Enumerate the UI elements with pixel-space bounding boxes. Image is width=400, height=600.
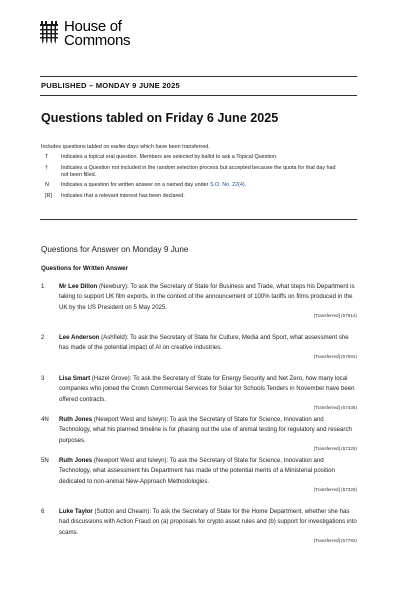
question-constituency: (Newport West and Islwyn): bbox=[92, 416, 169, 423]
standing-order-link[interactable]: S.O. No. 22(4) bbox=[209, 182, 245, 189]
question-member: Mr Lee Dillon bbox=[59, 283, 98, 290]
portcullis-icon bbox=[40, 21, 58, 45]
question-text: To ask the Secretary of State for Science, Innovation and Technology, what assessment his Department has made of the potential merits of a Ministerial position dedicated to non-animal New-Approach Methodologies. bbox=[59, 457, 335, 485]
question-constituency: (Sutton and Cheam): bbox=[92, 508, 152, 515]
question-item bbox=[41, 333, 357, 361]
question-member: Ruth Jones bbox=[59, 457, 93, 464]
legend-symbol: † bbox=[45, 164, 48, 171]
question-number: 4N bbox=[41, 416, 49, 423]
question-reference: [Transferred] (57326) bbox=[313, 486, 357, 492]
legend-text-after: . bbox=[244, 182, 247, 189]
question-number: 5N bbox=[41, 457, 49, 464]
question-body bbox=[59, 456, 357, 494]
legend-text-before: Indicates a question for written answer on a named day under bbox=[61, 182, 210, 189]
question-reference: [Transferred] (57691) bbox=[313, 353, 357, 359]
legend-intro: Includes questions tabled on earlier days which have been transferred. bbox=[41, 144, 210, 150]
question-body bbox=[59, 507, 357, 545]
section-divider bbox=[40, 219, 357, 220]
question-item bbox=[41, 415, 357, 453]
legend-item-quota bbox=[41, 165, 341, 179]
section-title: Questions for Answer on Monday 9 June bbox=[41, 245, 189, 254]
legend-text: Indicates a Question not included in the random selection process but accepted because the quota for that day had not been filled. bbox=[61, 164, 336, 178]
question-member: Lee Anderson bbox=[59, 334, 100, 341]
question-constituency: (Newport West and Islwyn): bbox=[92, 457, 169, 464]
question-reference: [Transferred] (57435) bbox=[313, 404, 357, 410]
question-number: 3 bbox=[41, 375, 45, 382]
question-text: To ask the Secretary of State for Science, Innovation and Technology, what his planned timeline is for phasing out the use of animal testing for regulatory and research purposes. bbox=[59, 416, 352, 444]
page-title: Questions tabled on Friday 6 June 2025 bbox=[41, 111, 279, 125]
legend-text: Indicates that a relevant interest has been declared. bbox=[61, 192, 185, 199]
org-name-line1: House of bbox=[64, 18, 122, 35]
legend-text: Indicates a topical oral question. Members are selected by ballot to ask a Topical Question. bbox=[61, 154, 278, 160]
legend bbox=[41, 154, 341, 203]
subsection-title: Questions for Written Answer bbox=[41, 265, 128, 272]
top-divider bbox=[40, 76, 357, 77]
question-body bbox=[59, 333, 357, 361]
question-constituency: (Newbury): bbox=[97, 283, 129, 290]
legend-text bbox=[61, 182, 341, 189]
org-name bbox=[64, 20, 130, 48]
legend-symbol: N bbox=[45, 182, 49, 189]
question-text: To ask the Secretary of State for Business and Trade, what steps his Department is taking to support UK film exports, in the context of the announcement of 100% tariffs on films produced in the UK by the US President on 5 May 2025. bbox=[59, 283, 355, 311]
question-text: To ask the Secretary of State for Culture, Media and Sport, what assessment she has made of the potential impact of AI on creative industries. bbox=[59, 334, 349, 352]
question-item bbox=[41, 282, 357, 320]
question-text: To ask the Secretary of State for Energy Security and Net Zero, how many local companies who joined the Crown Commercial Services for Solar for Schools Tenders in November have been offered contracts. bbox=[59, 375, 355, 403]
question-member: Ruth Jones bbox=[59, 416, 93, 423]
legend-symbol: T bbox=[45, 154, 49, 160]
question-item bbox=[41, 456, 357, 494]
question-body bbox=[59, 415, 357, 453]
question-body bbox=[59, 374, 357, 412]
header bbox=[40, 20, 130, 48]
question-member: Lisa Smart bbox=[59, 375, 91, 382]
question-body bbox=[59, 282, 357, 320]
legend-item-named-day bbox=[41, 182, 341, 189]
question-number: 2 bbox=[41, 334, 45, 341]
legend-item-topical bbox=[41, 154, 341, 161]
legend-item-interest bbox=[41, 193, 341, 200]
question-text: To ask the Secretary of State for the Home Department, whether she has had discussions with Action Fraud on (a) proposals for crypto asset rules and (b) support for investigations into scams. bbox=[59, 508, 357, 536]
question-number: 6 bbox=[41, 508, 45, 515]
question-constituency: (Ashfield): bbox=[99, 334, 129, 341]
question-member: Luke Taylor bbox=[59, 508, 93, 515]
org-name-line2: Commons bbox=[64, 32, 131, 49]
published-date: PUBLISHED – MONDAY 9 JUNE 2025 bbox=[41, 81, 180, 90]
question-number: 1 bbox=[41, 283, 45, 290]
legend-symbol: [R] bbox=[45, 192, 52, 199]
question-reference: [Transferred] (57325) bbox=[313, 445, 357, 451]
published-divider bbox=[40, 95, 357, 96]
question-reference: [Transferred] (57914) bbox=[313, 312, 357, 318]
question-constituency: (Hazel Grove): bbox=[90, 375, 132, 382]
question-reference: [Transferred] (57792) bbox=[313, 537, 357, 543]
question-item bbox=[41, 374, 357, 412]
question-item bbox=[41, 507, 357, 545]
